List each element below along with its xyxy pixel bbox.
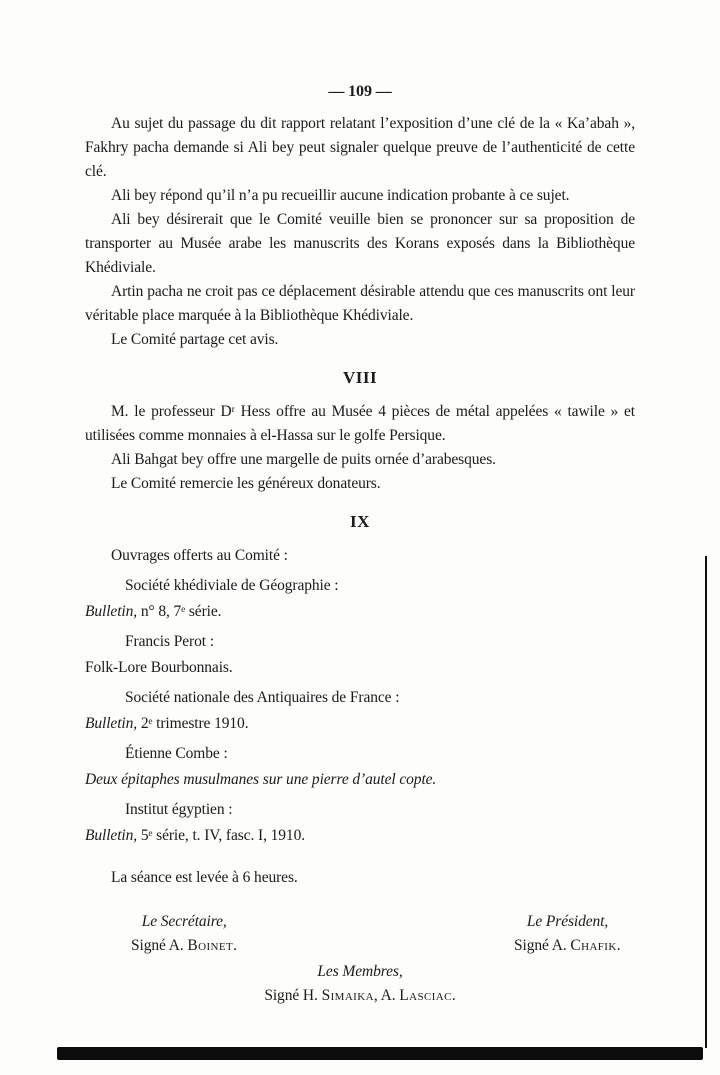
publication-source: Société nationale des Antiquaires de France :	[125, 689, 400, 706]
publication-work	[85, 600, 635, 624]
publication-work	[85, 656, 635, 680]
signature-name	[85, 984, 635, 1008]
publication-source: Société khédiviale de Géographie :	[125, 577, 339, 594]
publication-entry	[85, 742, 635, 792]
page-content	[85, 80, 635, 1008]
publication-work	[85, 768, 635, 792]
paragraph: Ali bey désirerait que le Comité veuille bien se prononcer sur sa proposition de transporter au Musée arabe les manuscrits des Korans exposés dans la Bibliothèque Khédiviale.	[85, 211, 635, 276]
closing-line: La séance est levée à 6 heures.	[111, 869, 298, 886]
signature-row	[85, 910, 635, 958]
signature-surname: Simaika	[321, 987, 374, 1004]
publication-title: Bulletin,	[85, 715, 138, 732]
publication-entry	[85, 630, 635, 680]
signature-title: Le Secrétaire,	[141, 913, 227, 930]
paragraph: Ali Bahgat bey offre une margelle de puits ornée d’arabesques.	[111, 451, 496, 468]
publication-entry	[85, 686, 635, 736]
publication-entry	[85, 798, 635, 848]
section-heading-viii: VIII	[342, 368, 378, 387]
publication-details: 2ᵉ trimestre 1910.	[137, 715, 249, 732]
paragraph: Le Comité remercie les généreux donateurs.	[111, 475, 381, 492]
paragraph: M. le professeur Dʳ Hess offre au Musée 4 pièces de métal appelées « tawile » et utilisées comme monnaies à el-Hassa sur le golfe Persique.	[85, 403, 635, 444]
signature-surname: Boinet.	[187, 937, 238, 954]
signature-surname: Lasciac	[399, 987, 452, 1004]
publication-details: n° 8, 7ᵉ série.	[137, 603, 222, 620]
publication-details: Folk-Lore Bourbonnais.	[85, 659, 233, 676]
signature-period: .	[451, 987, 456, 1004]
publication-source: Étienne Combe :	[125, 745, 228, 762]
signature-title: Les Membres,	[317, 963, 403, 980]
scan-artifact-right-line	[705, 556, 707, 1048]
publication-source: Francis Perot :	[125, 633, 214, 650]
page-number: — 109 —	[328, 83, 392, 100]
publications-intro: Ouvrages offerts au Comité :	[111, 547, 288, 564]
signature-prefix: Signé A.	[513, 937, 571, 954]
signature-title: Le Président,	[526, 913, 609, 930]
signature-name	[514, 934, 621, 958]
publication-title: Bulletin,	[85, 603, 138, 620]
paragraph: Artin pacha ne croit pas ce déplacement désirable attendu que ces manuscrits ont leur véritable place marquée à la Bibliothèque Khédiviale.	[85, 283, 635, 324]
signature-secretary	[131, 910, 237, 958]
publication-entry	[85, 574, 635, 624]
signature-prefix: Signé H.	[264, 987, 322, 1004]
publication-title: Bulletin,	[85, 827, 138, 844]
publication-work	[85, 712, 635, 736]
scan-artifact-bottom-bar	[57, 1047, 703, 1060]
signature-prefix: Signé A.	[131, 937, 188, 954]
signature-members	[85, 960, 635, 1008]
paragraph: Le Comité partage cet avis.	[111, 331, 279, 348]
paragraph: Au sujet du passage du dit rapport relatant l’exposition d’une clé de la « Ka’abah », Fakhry pacha demande si Ali bey peut signaler quelque preuve de l’authenticité de cette clé.	[85, 115, 635, 180]
publication-source: Institut égyptien :	[125, 801, 233, 818]
publication-title: Deux épitaphes musulmanes sur une pierre d’autel copte.	[85, 771, 437, 788]
signature-name	[131, 934, 237, 958]
paragraph: Ali bey répond qu’il n’a pu recueillir aucune indication probante à ce sujet.	[111, 187, 570, 204]
publication-work	[85, 824, 635, 848]
publication-details: 5ᵉ série, t. IV, fasc. I, 1910.	[137, 827, 305, 844]
section-heading-ix: IX	[350, 512, 370, 531]
signature-surname: Chafik.	[570, 937, 621, 954]
signature-separator: , A.	[373, 987, 400, 1004]
signature-president	[514, 910, 621, 958]
